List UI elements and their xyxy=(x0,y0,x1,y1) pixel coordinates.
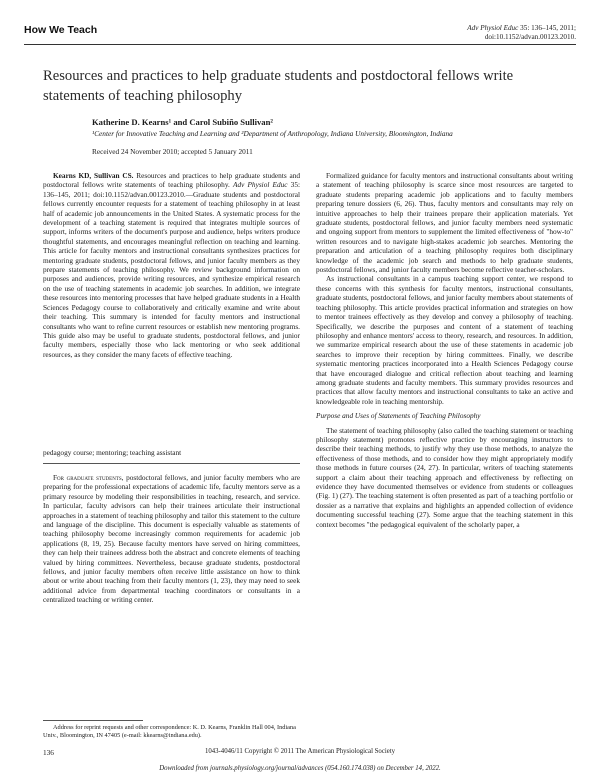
journal-volume: 35: 136–145, 2011; xyxy=(518,24,576,32)
section-label: How We Teach xyxy=(24,24,98,36)
body-paragraph: The statement of teaching philosophy (also called the teaching statement or teaching philosophy statement) promotes reflective practice by encouraging instructors to describe their teaching methods, to justify why they use those methods, to analyze the effectiveness of those methods, and to consider how they might appropriately modify those methods in future courses (24, 27). In particular, writers of teaching statements support a claim about their teaching approach and effectiveness by reflecting on evidence they have documented themselves or evidence from students or colleagues (Fig. 1) (27). The teaching statement is often presented as part of a teaching portfolio or dossier as a narrative that explains and highlights an appended collection of evidence documenting successful teaching (27). Some argue that the teaching statement in this context becomes "the pedagogical equivalent of the scholarly paper, a xyxy=(316,425,573,529)
right-column xyxy=(316,171,573,529)
received-date: Received 24 November 2010; accepted 5 January 2011 xyxy=(92,147,253,156)
abstract xyxy=(43,171,300,359)
abstract-citation-journal: Adv Physiol Educ xyxy=(232,180,288,190)
footnote-rule xyxy=(43,720,143,721)
keywords: pedagogy course; mentoring; teaching assistant xyxy=(43,448,182,457)
header-rule xyxy=(24,44,576,45)
copyright-line: 1043-4046/11 Copyright © 2011 The American Physiological Society xyxy=(204,748,396,755)
intro-paragraph: postdoctoral fellows, and junior faculty members who are preparing for the professional expectations of academic life, faculty mentors serve as a primary resource by modeling their responsibilities in teaching, research, and service. In particular, faculty advisors can help their trainees articulate their instructional approaches in a statement of teaching philosophy and tailor this statement to the culture and language of the discipline. This document is especially valuable as statements of teaching philosophy become increasingly common requirements for academic job applications (8, 19, 25). Because faculty mentors have served on hiring committees, they can help their trainees address both the abstract and concrete elements of teaching valued by hiring committees. Nevertheless, because graduate students, postdoctoral fellows, and junior faculty members often receive little assistance on how to think about or write about teaching from their faculty mentors (1, 23), they may need to seek additional advice from departmental teaching coordinators or consultants in a centralized teaching or writing center. xyxy=(43,473,300,605)
abstract-citation-title: Resources and practices to help graduate students and postdoctoral fellows write statements of teaching philosophy. xyxy=(43,171,300,190)
journal-name: Adv Physiol Educ xyxy=(467,24,519,32)
article-title: Resources and practices to help graduate students and postdoctoral fellows write statements of teaching philosophy xyxy=(43,68,514,104)
body-paragraph: As instructional consultants in a campus teaching support center, we respond to these concerns with this synthesis for faculty mentors, instructional consultants, graduate students, postdoctoral fellows, and junior faculty members about statements of teaching philosophy. This article provides practical information and strategies on how to mentor trainees effectively as they develop and convey a philosophy of teaching. Specifically, we describe the purposes and content of a statement of teaching philosophy and enhance mentors' access to theory, research, and resources. In addition, we summarize empirical research about the use of these statements in academic job searches to improve their reception by hiring committees. Finally, we describe systematic mentoring practices incorporated into a Health Sciences Pedagogy course that have encouraged dialogue and critical reflection about teaching and learning among graduate students and faculty members. This summary provides resources and practices that allow faculty mentors and instructional consultants to take an active and knowledgeable role in teaching mentorship. xyxy=(316,274,573,406)
body-paragraph: Formalized guidance for faculty mentors and instructional consultants about writing a statement of teaching philosophy is scarce since most resources are targeted to graduate students preparing academic job applications and to faculty members preparing tenure dossiers (6, 26). Thus, faculty mentors and consultants may rely on intuitive approaches to help their trainees prepare their application materials. Yet graduate students, postdoctoral fellows, and junior faculty members need systematic and ongoing support from mentors to supplement the limited effectiveness of "how-to" written resources and to navigate high-stakes academic job searches. Mentoring the preparation and articulation of a teaching philosophy requires both disciplinary knowledge of the academic job search and methods to help graduate students, postdoctoral fellows, and junior faculty members become reflective teacher-scholars. xyxy=(316,171,573,275)
page-number: 136 xyxy=(43,748,54,757)
download-notice: Downloaded from journals.physiology.org/journal/advances (054.160.174.038) on December 14, 2022. xyxy=(159,765,441,772)
introduction xyxy=(43,473,300,605)
affiliations: ¹Center for Innovative Teaching and Learning and ²Department of Anthropology, Indiana University, Bloomington, Indiana xyxy=(92,129,453,138)
author-list: Katherine D. Kearns¹ and Carol Subiño Sullivan² xyxy=(92,117,273,127)
intro-lead-in: For graduate students, xyxy=(53,473,124,482)
section-subheading: Purpose and Uses of Statements of Teaching Philosophy xyxy=(316,411,481,421)
correspondence-footnote: Address for reprint requests and other correspondence: K. D. Kearns, Franklin Hall 004, Indiana Univ., Bloomington, IN 47405 (e-mail: kkearns@indiana.edu). xyxy=(43,724,296,739)
abstract-citation-rest: 35: 136–145, 2011; doi:10.1152/advan.00123.2010.— xyxy=(43,180,300,199)
abstract-body: Graduate students and postdoctoral fellows currently encounter requests for a statement of teaching philosophy in at least half of academic job announcements in the United States. A systematic process for the development of a teaching statement is required that integrates multiple sources of support, informs writers of the document's purpose and audience, helps writers produce thoughtful statements, and encourages meaningful reflection on teaching and learning. This article for faculty mentors and instructional consultants synthesizes practices for mentoring graduate students, postdoctoral fellows, and junior faculty members as they prepare statements of teaching philosophy. We review background information on purposes and audiences, provide writing resources, and synthesize empirical research on the use of teaching statements in academic job searches. In addition, we integrate these resources into mentoring processes that have helped graduate students in a Health Sciences Pedagogy course to collaboratively and critically examine and write about their teaching. This summary is intended for faculty mentors and instructional consultants who want to refine current resources or establish new mentoring programs. This guide also may be useful to graduate students, postdoctoral fellows, and junior faculty members, especially those who lack mentoring or who seek additional resources, as they consider the many facets of effective teaching. xyxy=(43,189,300,359)
abstract-rule xyxy=(43,463,300,464)
journal-doi: doi:10.1152/advan.00123.2010. xyxy=(484,33,576,41)
journal-reference xyxy=(276,24,576,42)
abstract-citation-authors: Kearns KD, Sullivan CS. xyxy=(53,171,134,180)
